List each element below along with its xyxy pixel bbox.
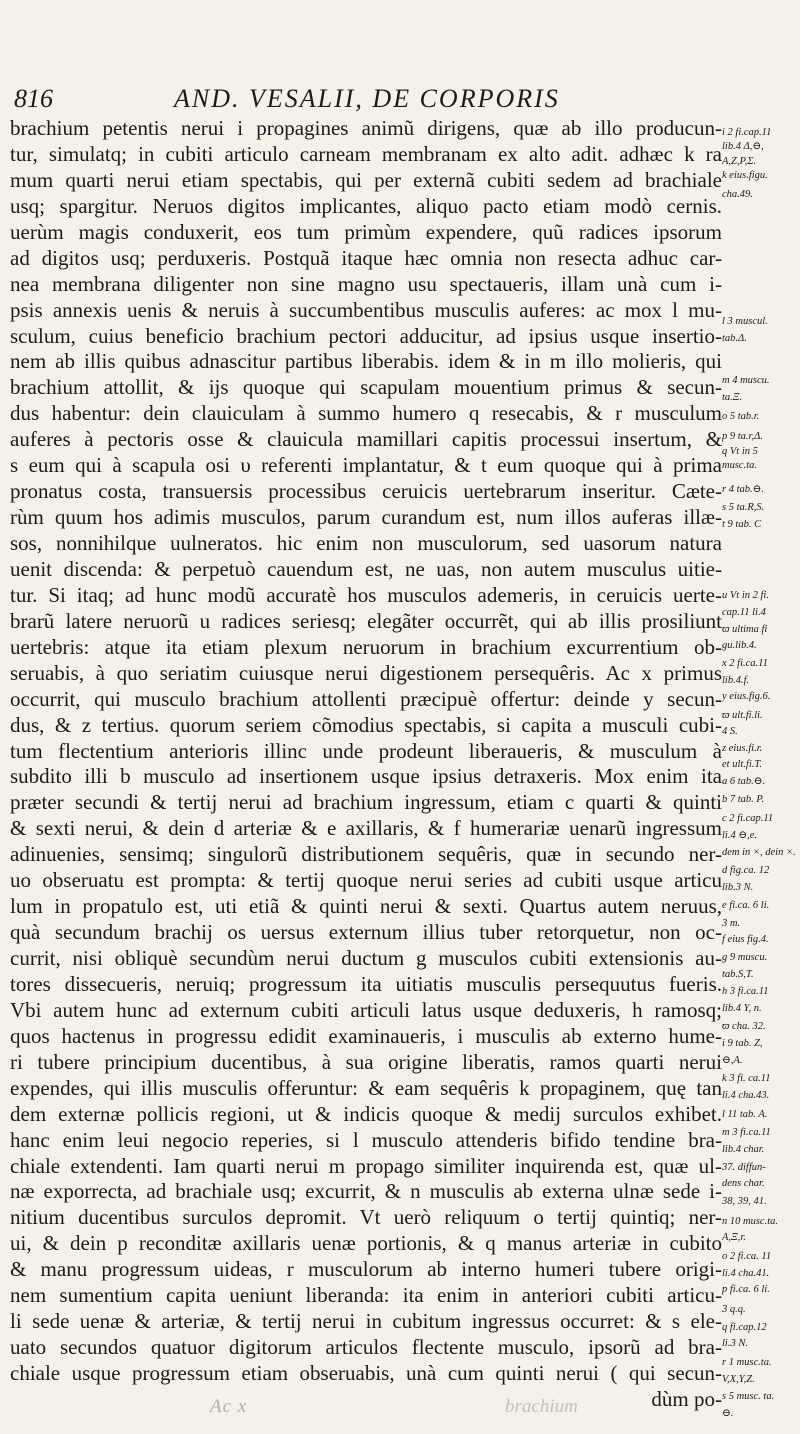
margin-note: et ult.fi.T. xyxy=(722,758,763,770)
margin-note: ⊖. xyxy=(722,1407,734,1419)
margin-note: lib.4 Δ,⊖, xyxy=(722,141,764,153)
bleed-through-text: Ac x xyxy=(210,1396,248,1417)
margin-note: o 5 tab.r. xyxy=(722,411,760,423)
text-line: s eum qui à scapula osi υ referenti implantatur, & t eum quoque qui à prima xyxy=(10,453,722,478)
margin-note: z eius.fi.r. xyxy=(722,743,763,755)
text-line: dùm po- xyxy=(651,1386,722,1411)
margin-note: s 5 musc. ta. xyxy=(722,1390,775,1402)
margin-note: lib.3 N. xyxy=(722,882,754,894)
margin-note: b 7 tab. P. xyxy=(722,793,765,805)
text-line: dus habentur: dein clauiculam à summo humero q resecabis, & r musculum xyxy=(10,401,722,426)
margin-note: k eius.figu. xyxy=(722,169,768,181)
margin-note: p 9 ta.r,Δ. xyxy=(722,430,763,442)
text-line: quos hactenus in progressu edidit examinaueris, i musculis ab externo hume- xyxy=(10,1023,722,1048)
text-line: pronatus costa, transuersis processibus ceruicis uertebrarum inseritur. Cæte- xyxy=(10,479,722,504)
margin-note: ϖ ult.fi.li. xyxy=(722,709,763,721)
text-line: mum quarti nerui etiam spectabis, qui per externã cubiti sedem ad brachiale xyxy=(10,167,722,192)
text-line: rùm quum hos adimis musculos, parum curandum est, num illos auferas illæ- xyxy=(10,505,722,530)
text-line: tur. Si itaq; ad hunc modũ accuratè hos musculos ademeris, in ceruicis uerte- xyxy=(10,582,722,607)
margin-note: 3 m. xyxy=(722,918,741,930)
text-line: chiale extendenti. Iam quarti nerui m propago similiter inquirenda est, quæ ul- xyxy=(10,1153,722,1178)
text-line: adinuenies, sensimq; singulorũ distributionem sequêris, quæ in secundo ner- xyxy=(10,842,722,867)
margin-note: 4 S. xyxy=(722,726,738,738)
margin-note: m 4 muscu. xyxy=(722,374,770,386)
margin-note: u Vt in 2 fi. xyxy=(722,590,769,602)
text-line: næ exporrecta, ad brachiale usq; excurrit, & n musculis ab externa ulnæ sede i- xyxy=(10,1179,722,1204)
text-line: nea membrana diligenter non sine magno usu spectaueris, illam unà cum i- xyxy=(10,271,722,296)
text-line: psis annexis uenis & neruis à succumbentibus musculis auferes: ac mox l mu- xyxy=(10,297,722,322)
text-line: li sede uenæ & arteriæ, & tertij nerui in cubitum ingressus occurret: & s ele- xyxy=(10,1309,722,1334)
text-line: præter secundi & tertij nerui ad brachium ingressum, etiam c quarti & quinti xyxy=(10,790,722,815)
text-line: quà secundum brachij os uersus externum illius tuber retorquetur, non oc- xyxy=(10,920,722,945)
main-text-block xyxy=(10,116,722,1413)
margin-note: lib.4.f. xyxy=(722,674,750,686)
text-line: brachium petentis nerui i propagines animũ dirigens, quæ ab illo producun- xyxy=(10,116,722,140)
margin-note: o 2 fi.ca. 11 xyxy=(722,1250,772,1262)
bleed-through-text-right: brachium xyxy=(505,1396,578,1417)
margin-note: t 9 tab. C xyxy=(722,518,762,530)
margin-note: p fi.ca. 6 li. xyxy=(722,1284,770,1296)
margin-note: A,Ξ,r. xyxy=(722,1232,746,1244)
text-line: ri tubere principium ducentibus, à sua origine liberatis, ramos quarti nerui xyxy=(10,1049,722,1074)
text-line: & manu progressum uideas, r musculorum ab interno humeri tubere origi- xyxy=(10,1257,722,1282)
text-line: expendes, qui illis musculis offeruntur: & eam sequêris k propaginem, quę tan xyxy=(10,1075,722,1100)
margin-note: musc.ta. xyxy=(722,460,757,472)
text-line: tum flectentium anterioris illinc unde prodeunt liberaueris, & musculum à xyxy=(10,738,722,763)
text-line: lum in propatulo est, uti etiã & quinti nerui & sexti. Quartus autem neruus, xyxy=(10,894,722,919)
margin-note: d fig.ca. 12 xyxy=(722,865,770,877)
margin-note: q Vt in 5 xyxy=(722,446,758,458)
margin-note: tab.Δ. xyxy=(722,333,747,345)
margin-note: h 3 fi.ca.11 xyxy=(722,985,769,997)
margin-note: e fi.ca. 6 li. xyxy=(722,900,770,912)
margin-note: ϖ ultima fi xyxy=(722,623,768,635)
margin-note: m 3 fi.ca.11 xyxy=(722,1127,771,1139)
margin-note: 3 q.q. xyxy=(722,1303,746,1315)
text-line: tores dissecueris, neruiq; progressum ita uitiatis musculis persequutus fueris. xyxy=(10,971,722,996)
page-number: 816 xyxy=(14,84,53,113)
margin-note: k 3 fi. ca.11 xyxy=(722,1072,771,1084)
margin-note: ⊖,A. xyxy=(722,1054,743,1066)
margin-note: ϖ cha. 32. xyxy=(722,1020,766,1032)
text-line: uato secundos quatuor digitorum articulos flectente musculo, ipsorũ ad bra- xyxy=(10,1335,722,1360)
margin-note: 38, 39, 41. xyxy=(722,1196,767,1208)
margin-note: 37. diffun- xyxy=(722,1162,766,1174)
margin-note: s 5 ta.R,S. xyxy=(722,501,765,513)
text-line: currit, nisi obliquè secundùm nerui ductum g musculos cubiti extensionis au- xyxy=(10,946,722,970)
text-line: sos, nonnihilque uulneratos. hic enim non musculorum, sed uasorum natura xyxy=(10,531,722,555)
text-line: ad digitos usq; perduxeris. Postquã itaque hæc omnia non resecta adhuc car- xyxy=(10,245,722,270)
margin-note: l 11 tab. A. xyxy=(722,1109,768,1121)
text-line: nitium ducentibus surculos depromit. Vt uerò reliquum o tertij quintiq; ner- xyxy=(10,1205,722,1230)
text-line: usq; spargitur. Neruos digitos implicantes, aliquo pacto etiam modò cernis. xyxy=(10,193,722,218)
margin-note: li.4 cha.43. xyxy=(722,1089,770,1101)
margin-note: r 1 musc.ta. xyxy=(722,1357,772,1369)
margin-note: lib.4 Y, n. xyxy=(722,1002,762,1014)
text-line: occurrit, qui musculo brachium attollenti præcipuè offertur: deinde y secun- xyxy=(10,686,722,711)
text-line: auferes à pectoris osse & clauicula mamillari capitis processui insertum, & xyxy=(10,427,722,452)
margin-note: cha.49. xyxy=(722,189,753,201)
margin-note: g 9 muscu. xyxy=(722,952,768,964)
text-line: & sexti nerui, & dein d arteriæ & e axillaris, & f humerariæ uenarũ ingressum xyxy=(10,816,722,841)
margin-note: i 9 tab. Z, xyxy=(722,1037,763,1049)
margin-note: tab.S,T. xyxy=(722,969,754,981)
margin-note: dem in ×, dein ×. xyxy=(722,847,796,859)
margin-note: gu.lib.4. xyxy=(722,639,757,651)
text-line: uo obseruatu est prompta: & tertij quoque nerui series ad cubiti usque articu xyxy=(10,868,722,893)
margin-note: n 10 musc.ta. xyxy=(722,1215,778,1227)
margin-note: li.4 ⊖,e. xyxy=(722,830,758,842)
running-head: AND. VESALII, DE CORPORIS xyxy=(174,84,560,113)
text-line: nem ab illis quibus adnascitur partibus liberabis. idem & in m illo molieris, qui xyxy=(10,349,722,374)
margin-note: y eius.fig.6. xyxy=(722,691,771,703)
margin-note: ta.Ξ. xyxy=(722,391,743,403)
text-line: nem sumentium capita ueniunt liberanda: ita enim in anteriori cubiti articu- xyxy=(10,1283,722,1308)
margin-note: V,X,Y,Z. xyxy=(722,1373,755,1385)
text-line: brachium attollit, & ijs quoque qui scapulam mouentium primus & secun- xyxy=(10,375,722,400)
text-line: tur, simulatq; in cubiti articulo carneam membranam ex alto adit. adhæc k ra xyxy=(10,141,722,166)
text-line: ui, & dein p reconditæ axillaris uenæ portionis, & q manus arteriæ in cubito xyxy=(10,1231,722,1256)
text-line: uerùm magis conduxerit, eos tum primùm expendere, quũ radices ipsorum xyxy=(10,219,722,244)
text-line: chiale usque progressum etiam obseruabis, unà cum quinti nerui ( qui secun- xyxy=(10,1361,722,1385)
margin-note: r 4 tab.⊖. xyxy=(722,483,765,495)
margin-note: A,Z,P,Σ. xyxy=(722,155,757,167)
text-line: Vbi autem hunc ad externum cubiti articuli latus usque deduxeris, h ramosq; xyxy=(10,997,722,1022)
margin-note: cap.11 li.4 xyxy=(722,607,766,619)
text-line: uertebris: atque ita etiam plexum neruorum in brachium excurrentium ob- xyxy=(10,634,722,659)
page-header xyxy=(14,84,714,118)
margin-note: q fi.cap.12 xyxy=(722,1321,767,1333)
margin-note: li.4 cha.41. xyxy=(722,1267,770,1279)
text-line: uenit discenda: & perpetuò cauendum est, ne uas, non autem musculus uitie- xyxy=(10,556,722,581)
margin-note: a 6 tab.⊖. xyxy=(722,775,766,787)
margin-note: x 2 fi.ca.11 xyxy=(722,657,768,669)
margin-note: li.3 N. xyxy=(722,1337,748,1349)
text-line: subdito illi b musculo ad insertionem usque ipsius detraxeris. Mox enim ita xyxy=(10,764,722,789)
margin-note: f eius fig.4. xyxy=(722,934,769,946)
margin-note: i 2 fi.cap.11 xyxy=(722,127,772,138)
text-line: seruabis, à quo seriatim cuiusque nerui digestionem persequêris. Ac x primus xyxy=(10,660,722,685)
text-line: brarũ latere neruorũ u radices seriesq; elegãter occurrẽt, qui ab illis prosiliunt xyxy=(10,608,722,633)
margin-note: c 2 fi.cap.11 xyxy=(722,813,774,825)
margin-note: l 3 muscul. xyxy=(722,316,768,328)
margin-note: dens char. xyxy=(722,1177,765,1189)
margin-note: lib.4 char. xyxy=(722,1144,765,1156)
text-line: dus, & z tertius. quorum seriem cõmodius spectabis, si capita a musculi cubi- xyxy=(10,712,722,737)
text-line: dem externæ pollicis regioni, ut & indicis quoque & medij surculos exhibet. xyxy=(10,1101,722,1126)
text-line: hanc enim leui negocio reperies, si l musculo attenderis bifido tendine bra- xyxy=(10,1127,722,1152)
text-line: sculum, cuius beneficio brachium pectori adducitur, ad ipsius usque insertio- xyxy=(10,323,722,348)
